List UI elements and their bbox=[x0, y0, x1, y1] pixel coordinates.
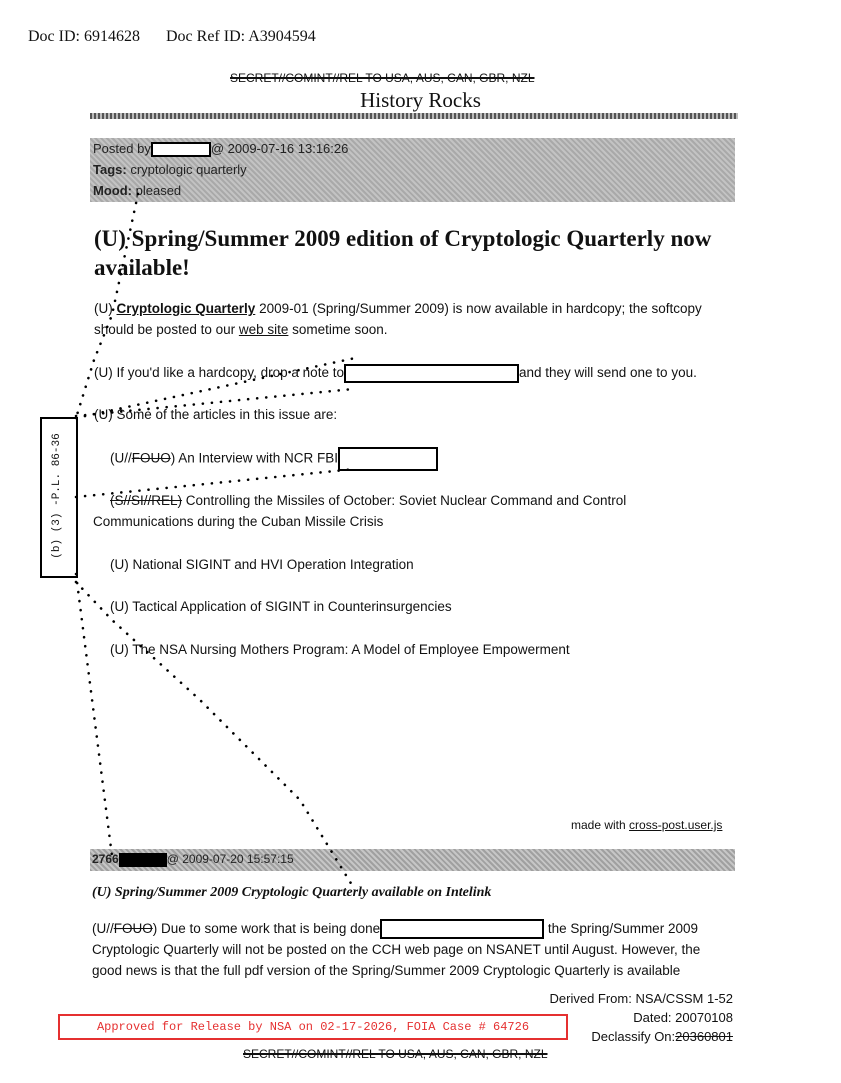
paragraph-text: and they will send one to you. bbox=[518, 365, 697, 380]
paragraph-text: the Spring/Summer 2009 bbox=[547, 921, 698, 936]
post2-posted-id: 2766 bbox=[92, 852, 119, 866]
article-item: (U) National SIGINT and HVI Operation Integration bbox=[110, 557, 414, 572]
paragraph-text: sometime soon. bbox=[292, 322, 388, 337]
post-title: (U) Spring/Summer 2009 edition of Cryptologic Quarterly now available! bbox=[94, 226, 712, 280]
post2-title: (U) Spring/Summer 2009 Cryptologic Quarterly available on Intelink bbox=[92, 885, 492, 900]
article-title: ) An Interview with NCR FBI bbox=[170, 450, 339, 466]
posted-by-line bbox=[93, 141, 348, 157]
post2-timestamp: @ 2009-07-20 15:57:15 bbox=[166, 852, 294, 866]
post2-paragraph bbox=[92, 918, 700, 981]
classification-banner-top: SECRET//COMINT//REL TO USA, AUS, CAN, GBR, NZL bbox=[230, 71, 535, 85]
paragraph-text: (U) If you'd like a hardcopy, drop a note to bbox=[94, 365, 344, 380]
struck-marking: FOUO bbox=[113, 921, 153, 936]
article-item-continuation: Communications during the Cuban Missile Crisis bbox=[93, 514, 384, 529]
leader-line bbox=[76, 574, 112, 856]
blog-title: History Rocks bbox=[360, 88, 481, 112]
title-rule bbox=[90, 113, 738, 119]
article-title: Controlling the Missiles of October: Soviet Nuclear Command and Control bbox=[185, 493, 627, 508]
redaction-box bbox=[119, 853, 167, 867]
redaction-box bbox=[151, 142, 211, 157]
declassify-on bbox=[591, 1029, 733, 1044]
article-item bbox=[110, 447, 438, 471]
doc-ref-id: Doc Ref ID: A3904594 bbox=[166, 28, 316, 45]
paragraph-text: should be posted to our bbox=[94, 322, 236, 337]
redaction-box bbox=[344, 364, 519, 383]
article-item: (U) The NSA Nursing Mothers Program: A Model of Employee Empowerment bbox=[110, 642, 570, 657]
tags-value[interactable]: cryptologic quarterly bbox=[130, 162, 247, 177]
leader-line bbox=[76, 582, 355, 890]
posted-by-label: Posted by bbox=[93, 141, 151, 156]
paragraph-text: Cryptologic Quarterly will not be posted on the CCH web page on NSANET until August. However, the bbox=[92, 942, 701, 958]
tags-label: Tags: bbox=[93, 162, 127, 177]
article-item: (U) Tactical Application of SIGINT in Counterinsurgencies bbox=[110, 599, 452, 614]
article-item bbox=[110, 490, 626, 511]
credit-line bbox=[571, 818, 722, 832]
declassify-value: 20360801 bbox=[675, 1029, 733, 1044]
paragraph-text: ) Due to some work that is being done bbox=[152, 921, 381, 936]
cross-post-link[interactable]: cross-post.user.js bbox=[629, 818, 723, 832]
tags-line bbox=[93, 162, 247, 177]
post-meta-bar bbox=[90, 138, 735, 202]
redaction-box bbox=[380, 919, 544, 939]
redaction-box bbox=[338, 447, 438, 471]
struck-marking: (S//SI//REL) bbox=[110, 493, 183, 508]
struck-marking: FOUO bbox=[131, 450, 171, 466]
declassify-label: Declassify On: bbox=[591, 1029, 676, 1044]
paragraph-text: good news is that the full pdf version of the Spring/Summer 2009 Cryptologic Quarterly is available bbox=[92, 963, 681, 979]
exemption-label: (b) (3) -P.L. 86-36 bbox=[51, 433, 63, 559]
dated: Dated: 20070108 bbox=[633, 1010, 733, 1025]
paragraph-text: 2009-01 (Spring/Summer 2009) is now available in hardcopy; the softcopy bbox=[259, 301, 702, 316]
posted-timestamp: @ 2009-07-16 13:16:26 bbox=[210, 141, 349, 156]
paragraph-articles-intro: (U) Some of the articles in this issue are: bbox=[94, 407, 338, 422]
web-site-link[interactable]: web site bbox=[238, 322, 289, 337]
release-stamp: Approved for Release by NSA on 02-17-2026, FOIA Case # 64726 bbox=[58, 1014, 568, 1040]
post2-meta-bar bbox=[90, 849, 735, 871]
cryptologic-quarterly-link[interactable]: Cryptologic Quarterly bbox=[116, 301, 256, 316]
post2-posted-line bbox=[92, 852, 294, 867]
doc-id: Doc ID: 6914628 bbox=[28, 28, 140, 45]
paragraph-availability bbox=[94, 298, 734, 340]
credit-text: made with bbox=[571, 818, 626, 832]
paragraph-hardcopy bbox=[94, 362, 697, 383]
classification-banner-bottom: SECRET//COMINT//REL TO USA, AUS, CAN, GBR, NZL bbox=[243, 1047, 548, 1061]
portion-mark: (U// bbox=[92, 921, 114, 936]
portion-mark: (U) bbox=[94, 301, 113, 316]
mood-line bbox=[93, 183, 181, 198]
mood-label: Mood: bbox=[93, 183, 132, 198]
portion-mark: (U// bbox=[110, 450, 132, 466]
derived-from: Derived From: NSA/CSSM 1-52 bbox=[549, 991, 733, 1006]
mood-value: pleased bbox=[135, 183, 182, 198]
